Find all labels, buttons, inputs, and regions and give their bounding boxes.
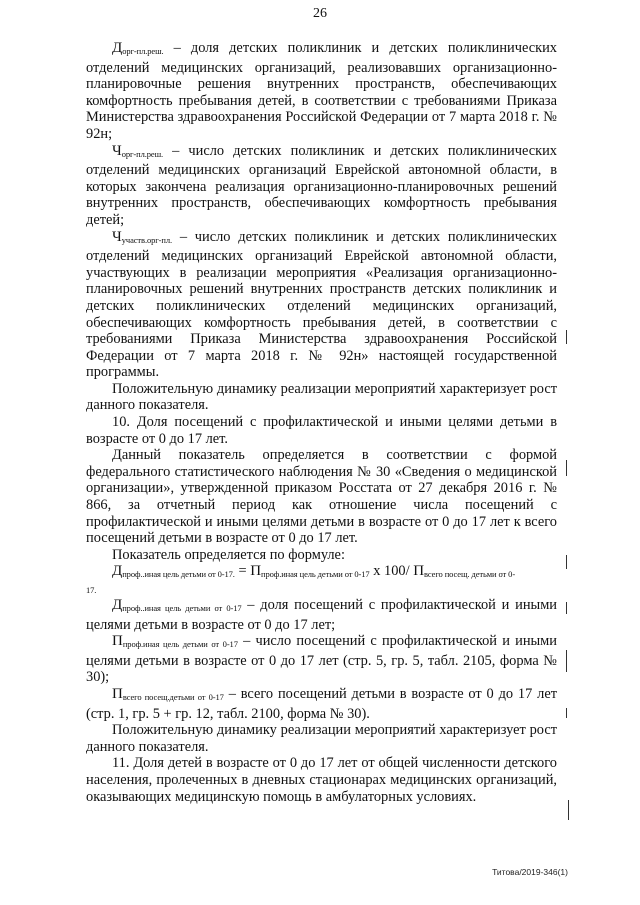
- margin-mark: [566, 650, 567, 672]
- definition-ch-org: [86, 143, 557, 229]
- document-body: [86, 40, 557, 805]
- symbol-subscript: орг-пл.реш.: [122, 46, 164, 56]
- definition-text: – доля детских поликлиник и детских поликлинических отделений медицинских организаций, реализовавших организационно-планировочные решения внутренних пространств, обеспечивающих комфортность пребывания детей, в соответствии с требованиями Приказа Министерства здравоохранения Российской Федерации от 7 марта 2018 г. № 92н;: [86, 40, 557, 142]
- formula-operator: =: [238, 563, 247, 580]
- formula-subscript: проф.иная цель детьми от 0-17: [261, 569, 370, 580]
- paragraph-indicator-definition: Данный показатель определяется в соответствии с формой федерального статистического наблюдения № 30 «Сведения о медицинской организации», утвержденной приказом Росстата от 27 декабря 2016 г. № 866, за отчетный период как отношение числа посещений с профилактической и иными целями детьми в возрасте от 0 до 17 лет к всего посещений детьми в возрасте от 0 до 17 лет.: [86, 447, 557, 547]
- margin-mark: [566, 330, 567, 344]
- formula-operator: x 100/: [373, 563, 410, 580]
- formula: [86, 563, 557, 583]
- paragraph-dynamics-1: Положительную динамику реализации мероприятий характеризует рост данного показателя.: [86, 380, 557, 414]
- formula-term: Д: [112, 563, 123, 580]
- definition-text: – число посещений с профилактической и иными целями детьми в возрасте от 0 до 17 лет (стр. 5, гр. 5, табл. 2105, форма № 30);: [86, 633, 557, 686]
- symbol: П: [112, 633, 123, 650]
- definition-d-org: [86, 40, 557, 143]
- definition-p-prof: [86, 633, 557, 686]
- symbol-subscript: проф.иная цель детьми от 0-17: [122, 639, 238, 650]
- margin-mark: [566, 602, 567, 614]
- definition-p-vsego: [86, 686, 557, 722]
- symbol: Ч: [112, 142, 122, 159]
- margin-mark: [566, 460, 567, 476]
- formula-subscript: проф..иная цель детьми от 0-17.: [122, 569, 235, 580]
- symbol-subscript: участв.орг-пл.: [121, 234, 173, 245]
- formula-continuation: 17.: [86, 585, 97, 595]
- formula-term: П: [250, 563, 262, 580]
- symbol: П: [112, 685, 123, 702]
- section-heading-10: 10. Доля посещений с профилактической и иными целями детьми в возрасте от 0 до 17 лет.: [86, 414, 557, 447]
- symbol: Д: [112, 597, 123, 613]
- margin-mark: [566, 708, 567, 718]
- symbol-subscript: проф..иная цель детьми от 0-17: [122, 603, 242, 613]
- definition-ch-uchastv: [86, 229, 557, 381]
- definition-text: – число детских поликлиник и детских поликлинических отделений медицинских организаций Еврейской автономной области, в которых закончена реализация организационно-планировочных решений внутренних пространств, обеспечивающих комфортность пребывания детей;: [86, 142, 557, 228]
- definition-d-prof: [86, 597, 557, 633]
- margin-mark: [566, 555, 567, 569]
- section-heading-11: 11. Доля детей в возрасте от 0 до 17 лет от общей численности детского населения, пролеченных в дневных стационарах медицинских организаций, оказывающих медицинскую помощь в амбулаторных условиях.: [86, 755, 557, 805]
- page-number: 26: [313, 6, 327, 21]
- definition-text: – доля посещений с профилактической и иными целями детьми в возрасте от 0 до 17 лет;: [86, 597, 557, 633]
- margin-mark: [568, 800, 569, 820]
- paragraph-dynamics-2: Положительную динамику реализации мероприятий характеризует рост данного показателя.: [86, 722, 557, 755]
- formula-intro: Показатель определяется по формуле:: [112, 546, 345, 563]
- symbol: Ч: [112, 228, 122, 245]
- formula-term: П: [413, 563, 425, 580]
- definition-text: – число детских поликлиник и детских поликлинических отделений медицинских организаций Еврейской автономной области, участвующих в реализации мероприятия «Реализация организационно-планировочных решений внутренних пространств детских поликлиник и детских поликлинических отделений медицинских организаций, обеспечивающих комфортность пребывания детей, в соответствии с требованиями Приказа Министерства здравоохранения Российской Федерации от 7 марта 2018 г. № 92н» настоящей государственной программы.: [86, 228, 557, 381]
- symbol-subscript: орг-пл.реш.: [121, 148, 164, 159]
- symbol: Д: [112, 40, 123, 56]
- symbol-subscript: всего посещ.детьми от 0-17: [122, 691, 224, 702]
- definition-text: – всего посещений детьми в возрасте от 0 до 17 лет (стр. 1, гр. 5 + гр. 12, табл. 2100, форма № 30).: [86, 685, 557, 722]
- document-code: Титова/2019-346(1): [492, 867, 568, 877]
- formula-subscript: всего посещ. детьми от 0-: [424, 569, 516, 580]
